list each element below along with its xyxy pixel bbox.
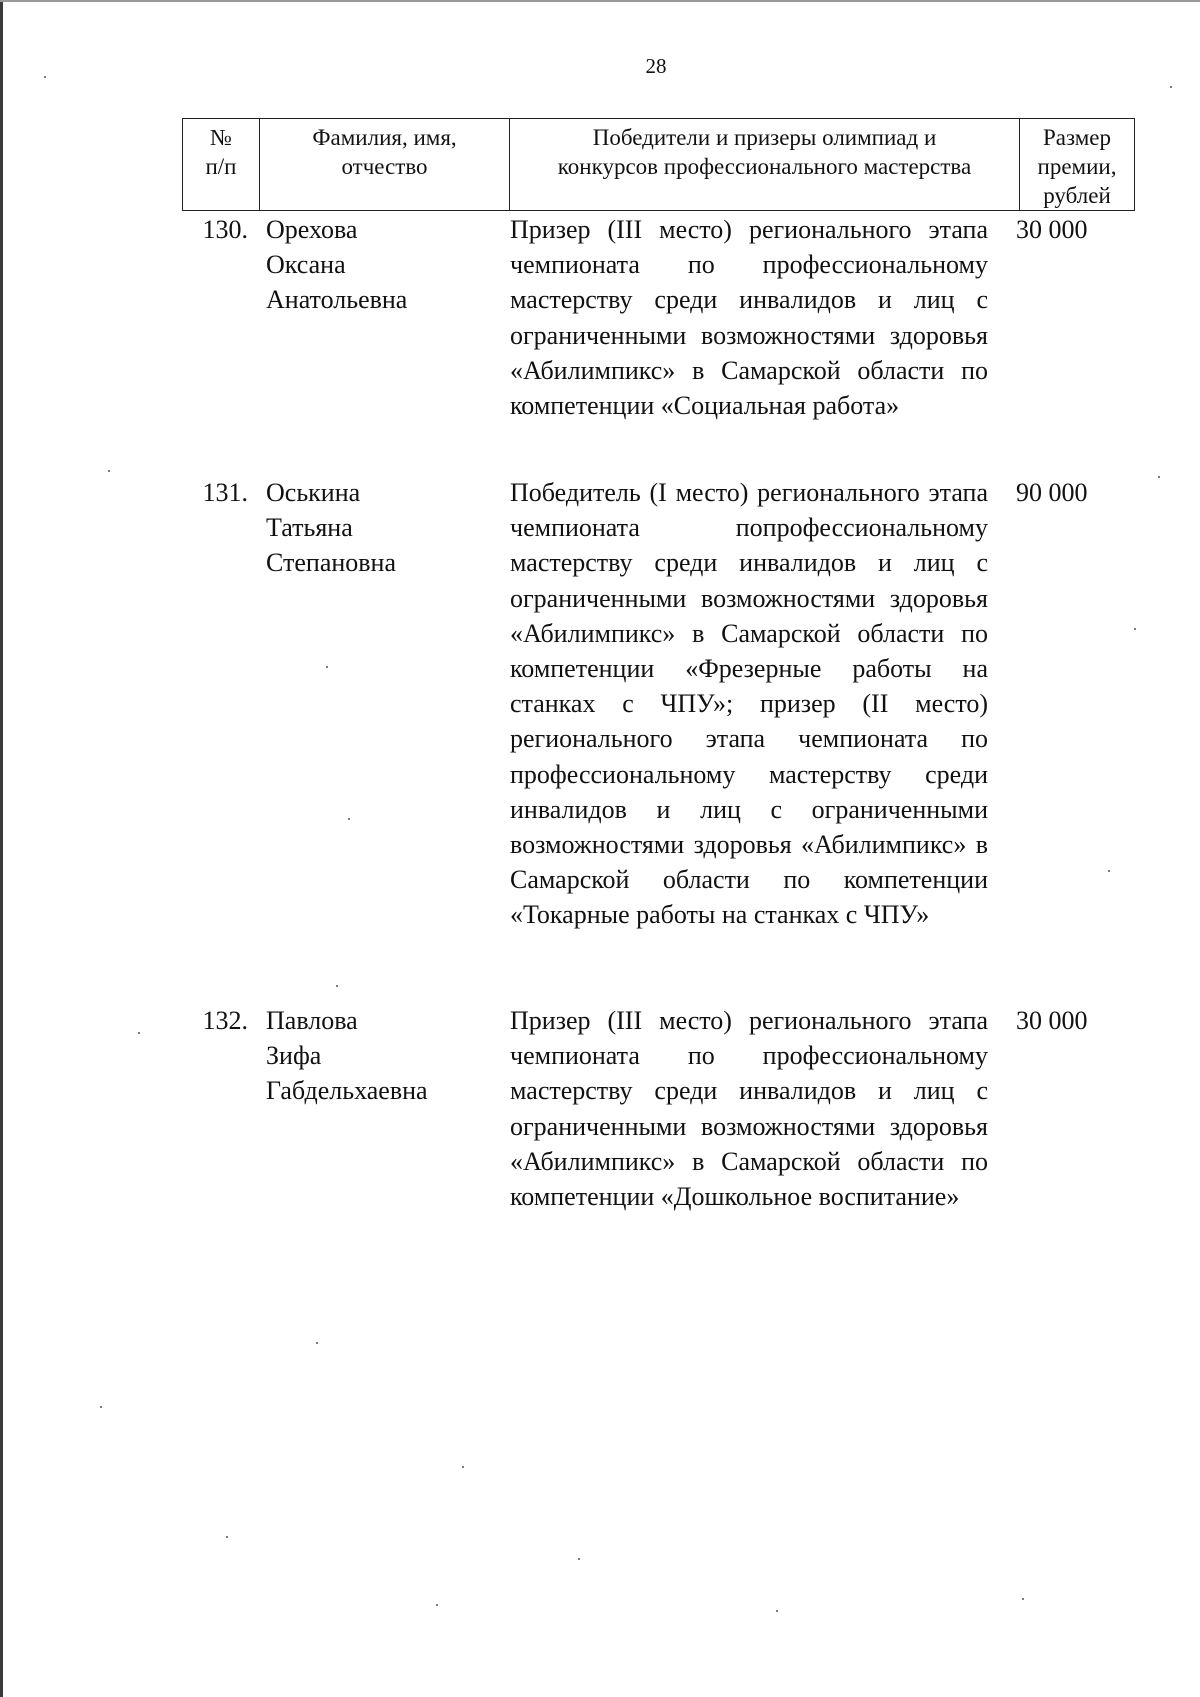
name-line: Анатольевна [266, 285, 408, 315]
scan-speck [578, 1558, 580, 1560]
name-line: Орехова [266, 215, 358, 244]
header-prize-line: рублей [1043, 183, 1111, 208]
name-line: Степановна [266, 548, 396, 578]
scan-speck [436, 1604, 438, 1606]
achievement-description: Призер (III место) регионального этапа чемпионата по профессиональному мастерству среди инвалидов и лиц с ограниченными возможностями здоровья «Абилимпикс» в Самарской области по компетенции «Социальная работа» [510, 215, 988, 421]
header-number [183, 119, 260, 211]
scan-speck [316, 1342, 318, 1344]
scan-border-left [0, 0, 3, 1697]
scan-speck [1170, 86, 1172, 88]
scan-speck [776, 1610, 778, 1612]
recipient-name [266, 212, 486, 318]
scan-speck [462, 1466, 464, 1468]
scan-speck [100, 1406, 102, 1408]
table-header [182, 118, 1135, 211]
name-line: Оськина [266, 478, 361, 507]
prize-amount: 30 000 [1016, 215, 1088, 244]
name-line: Зифа [266, 1041, 322, 1071]
row-number: 131. [202, 478, 248, 507]
row-number: 130. [202, 215, 248, 244]
page-number: 28 [645, 54, 667, 78]
scan-speck [1134, 628, 1136, 630]
scan-speck [1158, 476, 1160, 478]
header-prize [1020, 119, 1135, 211]
scan-speck [44, 76, 46, 78]
header-full-name [260, 119, 510, 211]
header-row [183, 119, 1135, 211]
scan-speck [226, 1536, 228, 1538]
scan-speck [326, 666, 328, 668]
scan-speck [108, 470, 110, 472]
header-prize-line: премии, [1037, 154, 1117, 179]
header-achievement-line: конкурсов профессионального мастерства [557, 154, 972, 179]
header-full-name-line: отчество [341, 154, 428, 179]
scan-border-top [0, 0, 1200, 2]
header-full-name-line: Фамилия, имя, [312, 125, 457, 150]
name-line: Габдельхаевна [266, 1076, 428, 1106]
scan-speck [1108, 870, 1110, 872]
achievement-description: Победитель (I место) регионального этапа чемпионата попрофессиональному мастерству среди инвалидов и лиц с ограниченными возможностями здоровья «Абилимпикс» в Самарской области по компетенции «Фрезерные работы на станках с ЧПУ»; призер (II место) регионального этапа чемпионата по профессиональному мастерству среди инвалидов и лиц с ограниченными возможностями здоровья «Абилимпикс» в Самарской области по компетенции «Токарные работы на станках с ЧПУ» [510, 478, 988, 930]
recipient-name [266, 1003, 486, 1109]
scan-speck [348, 818, 350, 820]
name-line: Оксана [266, 250, 346, 280]
name-line: Павлова [266, 1006, 358, 1035]
header-number-line: п/п [205, 154, 237, 179]
achievement-description: Призер (III место) регионального этапа чемпионата по профессиональному мастерству среди инвалидов и лиц с ограниченными возможностями здоровья «Абилимпикс» в Самарской области по компетенции «Дошкольное воспитание» [510, 1006, 988, 1212]
recipient-name [266, 475, 486, 581]
scan-speck [138, 1032, 140, 1034]
scan-speck [1022, 1598, 1024, 1600]
name-line: Татьяна [266, 513, 353, 543]
header-number-line: № [210, 125, 232, 150]
scan-speck [336, 985, 338, 987]
prize-amount: 30 000 [1016, 1006, 1088, 1035]
prize-amount: 90 000 [1016, 478, 1088, 507]
header-achievement-line: Победители и призеры олимпиад и [592, 125, 937, 150]
row-number: 132. [202, 1006, 248, 1035]
header-prize-line: Размер [1042, 125, 1112, 150]
header-achievement [510, 119, 1020, 211]
